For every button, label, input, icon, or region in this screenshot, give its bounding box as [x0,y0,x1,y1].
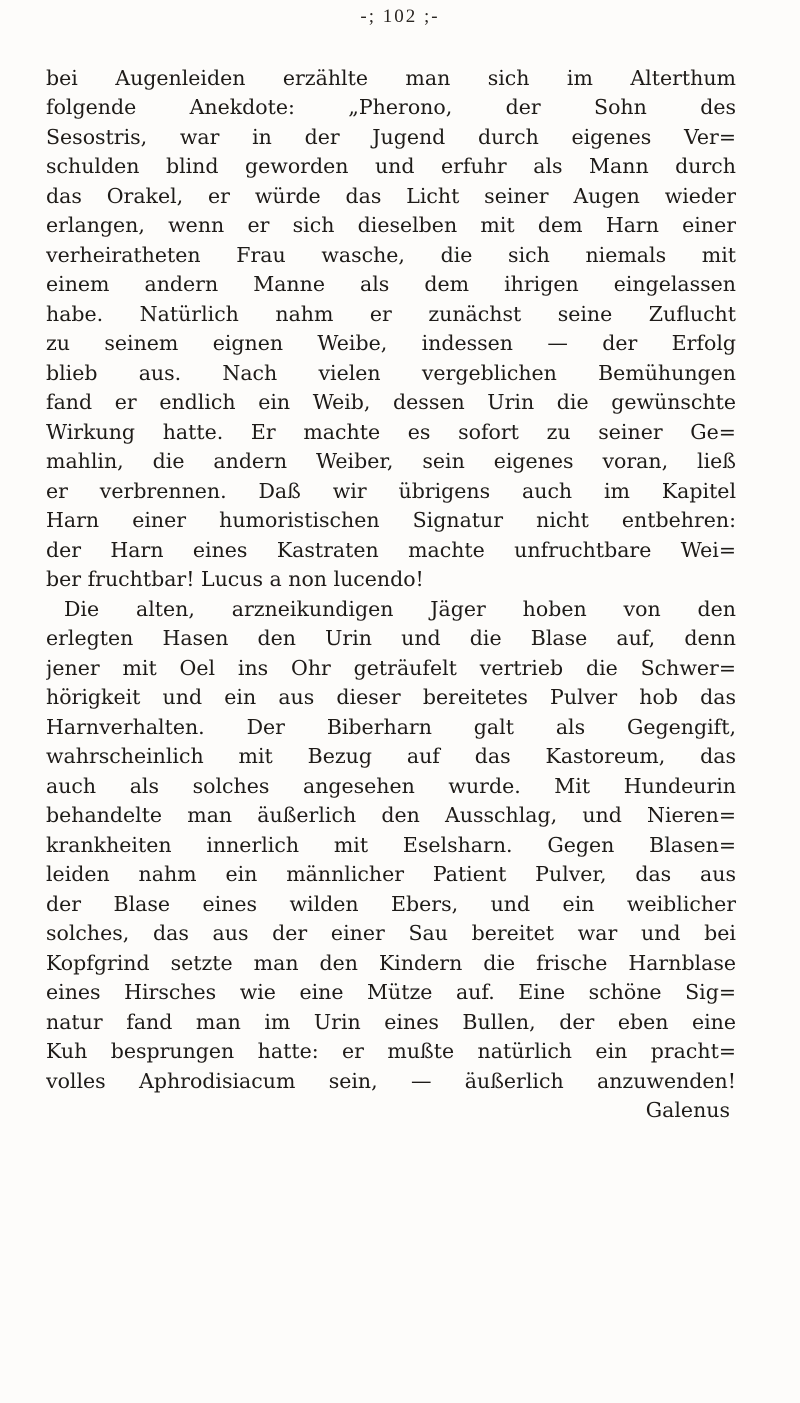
text-line: mahlin, die andern Weiber, sein eigenes voran, ließ [46,449,736,473]
text-line: zu seinem eignen Weibe, indessen — der Erfolg [46,331,736,355]
text-line: fand er endlich ein Weib, dessen Urin die gewünschte [46,390,736,414]
text-line: bei Augenleiden erzählte man sich im Alterthum [46,65,736,90]
text-line: Kuh besprungen hatte: er mußte natürlich ein pracht= [46,1039,736,1063]
text-line: er verbrennen. Daß wir übrigens auch im Kapitel [46,478,736,503]
text-line: das Orakel, er würde das Licht seiner Augen wieder [46,183,736,208]
text-line: Kopfgrind setzte man den Kindern die frische Harnblase [46,950,736,975]
text-line: erlangen, wenn er sich dieselben mit dem Harn einer [46,213,736,237]
text-line: der Blase eines wilden Ebers, und ein weiblicher [46,891,736,916]
text-line: der Harn eines Kastraten machte unfruchtbare Wei= [46,537,736,562]
text-line: eines Hirsches wie eine Mütze auf. Eine schöne Sig= [46,980,736,1004]
text-line: blieb aus. Nach vielen vergeblichen Bemühungen [46,360,736,385]
text-line: ber fruchtbar! Lucus a non lucendo! [46,567,424,591]
text-line: jener mit Oel ins Ohr geträufelt vertrieb die Schwer= [46,655,736,680]
page-number-header: -; 102 ;- [360,6,440,27]
text-line: volles Aphrodisiacum sein, — äußerlich anzuwenden! [46,1068,736,1093]
text-line: erlegten Hasen den Urin und die Blase auf, denn [46,626,736,650]
text-line: natur fand man im Urin eines Bullen, der eben eine [46,1009,736,1034]
text-line: folgende Anekdote: „Pherono, der Sohn des [46,95,736,119]
text-line: einem andern Manne als dem ihrigen eingelassen [46,272,736,296]
text-line: Sesostris, war in der Jugend durch eigenes Ver= [46,124,736,149]
text-line [46,34,736,64]
text-line: leiden nahm ein männlicher Patient Pulver, das aus [46,862,736,886]
text-line: krankheiten innerlich mit Eselsharn. Gegen Blasen= [46,832,736,857]
text-line: auch als solches angesehen wurde. Mit Hundeurin [46,773,736,798]
text-line: wahrscheinlich mit Bezug auf das Kastoreum, das [46,744,736,768]
text-line: Harnverhalten. Der Biberharn galt als Gegengift, [46,714,736,739]
text-line: habe. Natürlich nahm er zunächst seine Zuflucht [46,301,736,326]
text-line: hörigkeit und ein aus dieser bereitetes Pulver hob das [46,685,736,709]
text-line: Wirkung hatte. Er machte es sofort zu seiner Ge= [46,419,736,444]
text-line: Die alten, arzneikundigen Jäger hoben von den [64,596,736,621]
text-line: Harn einer humoristischen Signatur nicht entbehren: [46,508,736,532]
catchword: Galenus [645,1098,730,1122]
text-line: behandelte man äußerlich den Ausschlag, und Nieren= [46,803,736,827]
text-line: verheiratheten Frau wasche, die sich niemals mit [46,242,736,267]
text-line: solches, das aus der einer Sau bereitet war und bei [46,921,736,945]
text-line: schulden blind geworden und erfuhr als Mann durch [46,154,736,178]
body-text [46,34,736,1126]
